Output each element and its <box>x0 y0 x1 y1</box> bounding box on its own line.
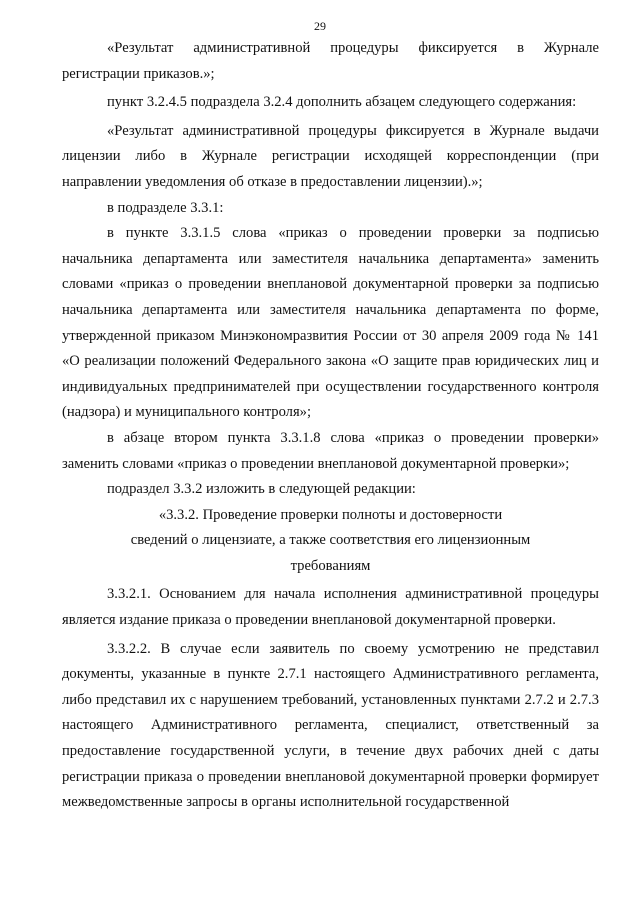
section-heading-line-3: требованиям <box>290 557 371 574</box>
paragraph-6: в абзаце втором пункта 3.3.1.8 слова «приказ о проведении проверки» заменить словами «приказ о проведении внеплановой документарной проверки»; <box>62 429 599 472</box>
paragraph-3: «Результат административной процедуры фиксируется в Журнале выдачи лицензии либо в Журнале регистрации исходящей корреспонденции (при направлении уведомления об отказе в предоставлении лицензии).»; <box>62 122 599 190</box>
paragraph-8: 3.3.2.1. Основанием для начала исполнения административной процедуры является издание приказа о проведении внеплановой документарной проверки. <box>62 586 599 629</box>
paragraph-2: пункт 3.2.4.5 подраздела 3.2.4 дополнить абзацем следующего содержания: <box>107 94 577 111</box>
section-heading-line-2: сведений о лицензиате, а также соответствия его лицензионным <box>130 532 531 549</box>
section-heading-line-1: «3.3.2. Проведение проверки полноты и достоверности <box>158 506 503 523</box>
paragraph-1: «Результат административной процедуры фиксируется в Журнале регистрации приказов.»; <box>62 40 599 82</box>
page-number: 29 <box>314 19 326 33</box>
paragraph-4: в подразделе 3.3.1: <box>107 199 224 216</box>
paragraph-5: в пункте 3.3.1.5 слова «приказ о проведении проверки за подписью начальника департамента или заместителя начальника департамента» заменить словами «приказ о проведении внеплановой документарной проверки за подписью начальника департамента или заместителя начальника департамента по форме, утвержденной приказом Минэкономразвития России от 30 апреля 2009 года № 141 «О реализации положений Федерального закона «О защите прав юридических лиц и индивидуальных предпринимателей при осуществлении государственного контроля (надзора) и муниципального контроля»; <box>62 225 599 421</box>
paragraph-9: 3.3.2.2. В случае если заявитель по своему усмотрению не представил документы, указанные в пункте 2.7.1 настоящего Административного регламента, либо представил их с нарушением требований, установленных пунктами 2.7.2 и 2.7.3 настоящего Административного регламента, специалист, ответственный за предоставление государственной услуги, в течение двух рабочих дней с даты регистрации приказа о проведении внеплановой документарной проверки формирует межведомственные запросы в органы исполнительной государственной <box>62 640 599 811</box>
paragraph-7: подраздел 3.3.2 изложить в следующей редакции: <box>107 481 416 498</box>
document-body <box>62 36 599 816</box>
